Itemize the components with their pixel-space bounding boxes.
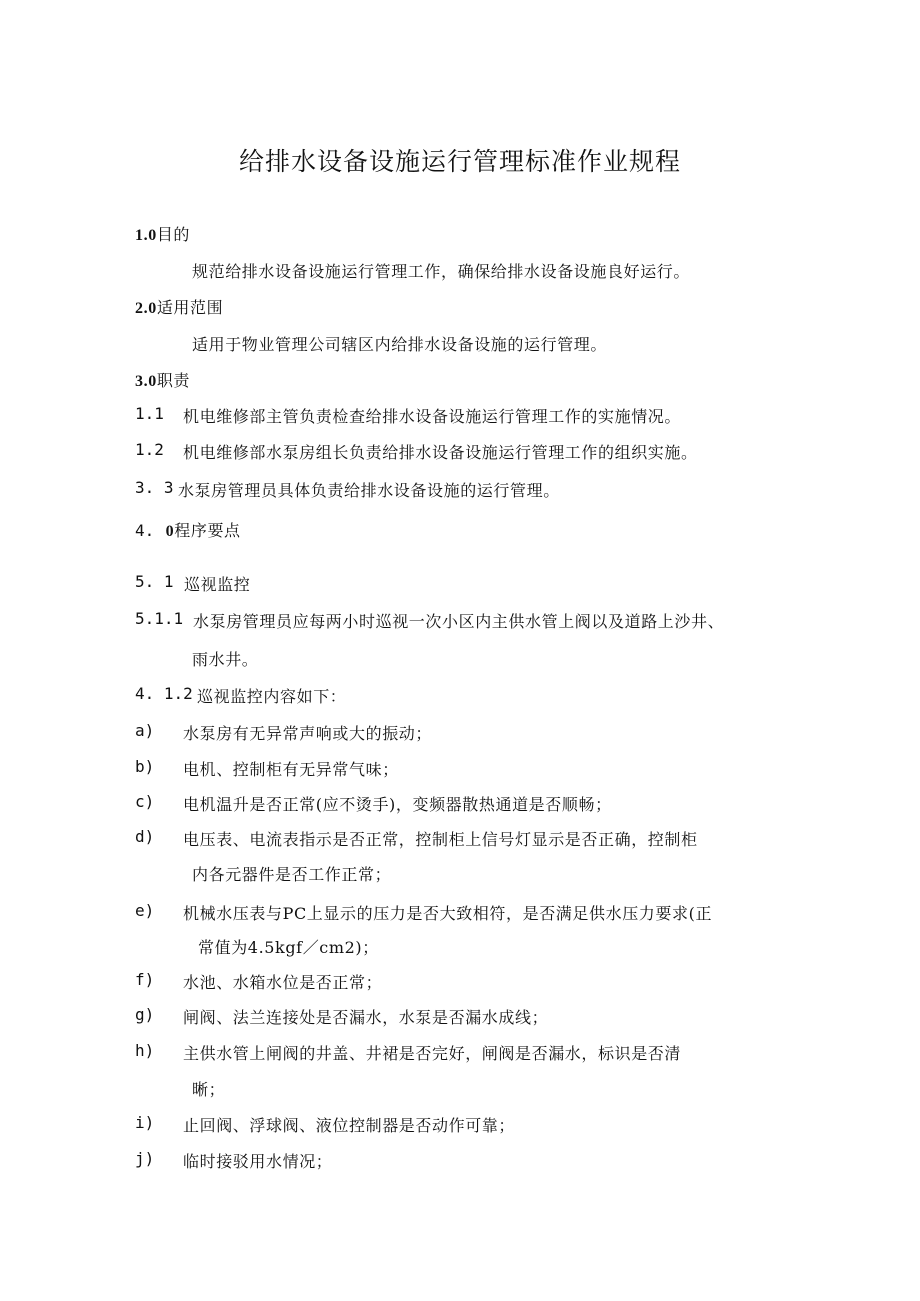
- subsection-number: 5. 1: [135, 572, 174, 591]
- section-number: 2.0: [135, 300, 157, 317]
- check-text: 电机温升是否正常(应不烫手)，变频器散热通道是否顺畅；: [183, 795, 612, 814]
- check-label: f): [135, 970, 155, 989]
- section-3-heading: [135, 368, 190, 391]
- check-text: 主供水管上闸阀的井盖、井裙是否完好，闸阀是否漏水，标识是否清: [183, 1044, 682, 1063]
- section-number: 1.0: [135, 227, 157, 244]
- check-text: 水池、水箱水位是否正常；: [183, 973, 383, 992]
- section-1-heading: [135, 222, 190, 245]
- check-text: 机械水压表与PC上显示的压力是否大致相符，是否满足供水压力要求(正: [183, 904, 713, 923]
- check-label: i): [135, 1113, 155, 1132]
- check-label: b): [135, 757, 155, 776]
- check-label: d): [135, 827, 155, 846]
- section-number-prefix: 4.: [135, 521, 155, 540]
- item-text-continued: 雨水井。: [192, 650, 259, 669]
- section-title: 适用范围: [156, 298, 224, 317]
- section-1-body: 规范给排水设备设施运行管理工作，确保给排水设备设施良好运行。: [192, 262, 691, 281]
- item-text: 巡视监控内容如下：: [197, 687, 347, 706]
- section-number: 3.0: [135, 373, 157, 390]
- item-text: 机电维修部水泵房组长负责给排水设备设施运行管理工作的组织实施。: [183, 443, 698, 462]
- item-number: 1.2: [135, 440, 164, 459]
- section-number-bold: 0: [165, 523, 175, 540]
- check-text-continued: 常值为4.5kgf／cm2)；: [198, 938, 379, 957]
- check-label: e): [135, 901, 155, 920]
- item-text: 机电维修部主管负责检查给排水设备设施运行管理工作的实施情况。: [183, 407, 682, 426]
- check-text-continued: 晰；: [192, 1080, 226, 1099]
- check-label: c): [135, 792, 155, 811]
- check-text: 电压表、电流表指示是否正常，控制柜上信号灯显示是否正确，控制柜: [183, 830, 698, 849]
- item-number: 3. 3: [135, 478, 174, 497]
- section-4-heading: [135, 518, 241, 541]
- section-title: 程序要点: [174, 521, 241, 540]
- check-label: g): [135, 1005, 155, 1024]
- item-text: 水泵房管理员具体负责给排水设备设施的运行管理。: [178, 481, 560, 500]
- section-title: 目的: [156, 225, 191, 244]
- section-2-heading: [135, 295, 223, 318]
- section-2-body: 适用于物业管理公司辖区内给排水设备设施的运行管理。: [192, 335, 608, 354]
- check-text: 闸阀、法兰连接处是否漏水，水泵是否漏水成线；: [183, 1008, 549, 1027]
- check-text: 水泵房有无异常声响或大的振动；: [183, 724, 433, 743]
- item-text: 水泵房管理员应每两小时巡视一次小区内主供水管上阀以及道路上沙井、: [193, 612, 725, 631]
- check-text-continued: 内各元器件是否工作正常；: [192, 865, 392, 884]
- check-text: 临时接驳用水情况；: [183, 1152, 333, 1171]
- section-title: 职责: [156, 371, 191, 390]
- item-number: 4. 1.2: [135, 684, 193, 703]
- document-title: 给排水设备设施运行管理标准作业规程: [238, 147, 681, 176]
- check-text: 止回阀、浮球阀、液位控制器是否动作可靠；: [183, 1116, 516, 1135]
- subsection-title: 巡视监控: [184, 575, 251, 594]
- item-number: 5.1.1: [135, 609, 184, 628]
- check-label: j): [135, 1149, 155, 1168]
- check-text: 电机、控制柜有无异常气味；: [183, 760, 399, 779]
- check-label: a): [135, 721, 155, 740]
- check-label: h): [135, 1041, 155, 1060]
- item-number: 1.1: [135, 404, 164, 423]
